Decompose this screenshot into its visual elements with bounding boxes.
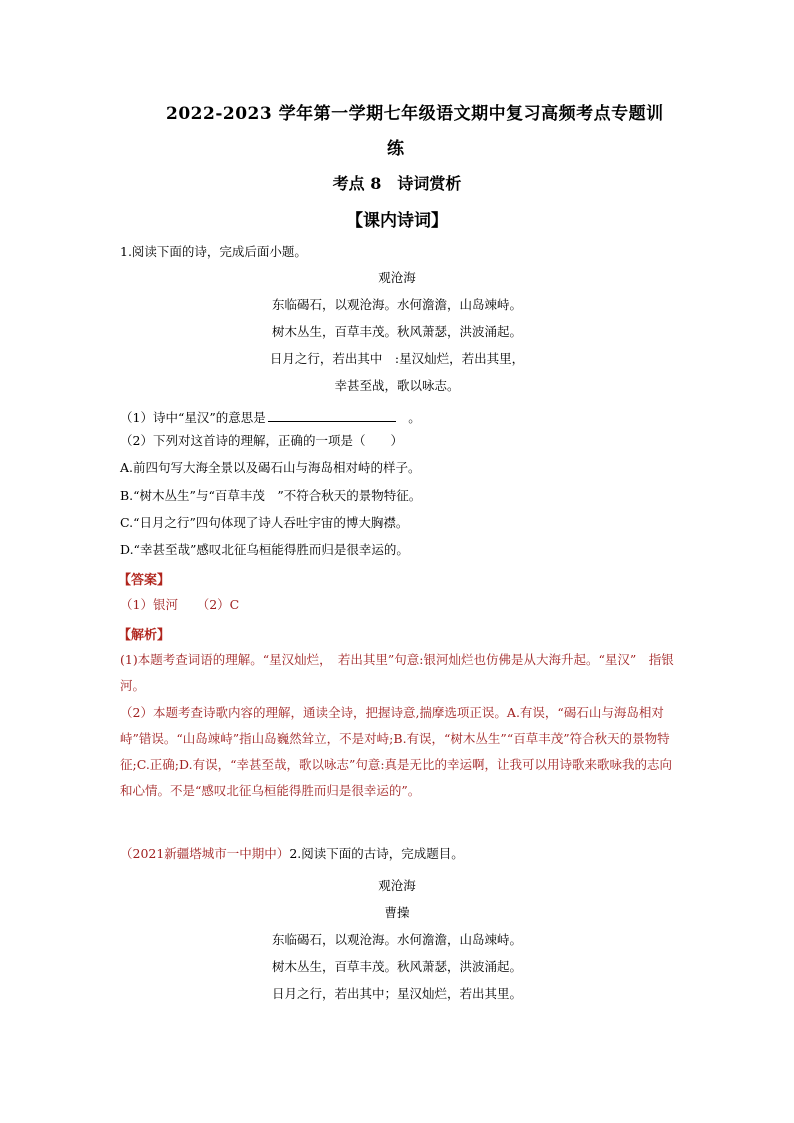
q1-prompt: 1.阅读下面的诗，完成后面小题。 — [120, 244, 307, 259]
q2-poem-line: 树木丛生，百草丰茂。秋风萧瑟，洪波涌起。 — [271, 959, 522, 974]
option-c: C.“日月之行”四句体现了诗人吞吐宇宙的博大胸襟。 — [120, 515, 409, 530]
section-heading: 【课内诗词】 — [346, 211, 448, 231]
q2-heading — [120, 846, 464, 862]
q2-poem-line: 日月之行，若出其中；星汉灿烂，若出其里。 — [271, 986, 522, 1001]
q2-poem-author: 曹操 — [384, 905, 410, 920]
q2-prompt: 2.阅读下面的古诗，完成题目。 — [289, 846, 464, 861]
doc-title-line1: 2022-2023 学年第一学期七年级语文期中复习高频考点专题训 — [166, 104, 664, 124]
q1-poem-line: 幸甚至战，歌以咏志。 — [334, 378, 460, 393]
q1-poem-line: 日月之行，若出其中 :星汉灿烂，若出其里， — [269, 351, 525, 366]
q1-poem-line: 树木丛生，百草丰茂。秋风萧瑟，洪波涌起。 — [271, 324, 522, 339]
q2-poem-line: 东临碣石，以观沧海。水何澹澹，山岛竦峙。 — [271, 932, 522, 947]
answer-text: （1）银河 （2）C — [120, 597, 240, 612]
answer-blank[interactable] — [268, 409, 396, 422]
q2-source: （2021新疆塔城市一中期中） — [120, 846, 290, 861]
topic-heading: 考点 8 诗词赏析 — [332, 174, 462, 193]
analysis-part2: （2）本题考查诗歌内容的理解，通读全诗，把握诗意,揣摩选项正误。A.有误，“碣石山与海岛相对峙”错误。“山岛竦峙”指山岛巍然耸立，不是对峙;B.有误，“树木丛生”“百草丰茂”符合秋天的景物特征;C.正确;D.有误，“幸甚至哉，歌以咏志”句意:真是无比的幸运啊，让我可以用诗歌来歌咏我的志向和心情。不是“感叹北征乌桓能得胜而归是很幸运的”。 — [120, 705, 673, 798]
q1-poem-line: 东临碣石，以观沧海。水何澹澹，山岛竦峙。 — [271, 297, 522, 312]
option-b: B.“树木丛生”与“百草丰茂 ”不符合秋天的景物特征。 — [120, 488, 422, 503]
q1-poem-title: 观沧海 — [378, 270, 416, 285]
option-d: D.“幸甚至哉”感叹北征乌桓能得胜而归是很幸运的。 — [120, 542, 409, 557]
answer-label: 【答案】 — [118, 573, 171, 588]
q1-sub1-prefix: （1）诗中“星汉”的意思是 — [120, 410, 266, 425]
q2-poem-title: 观沧海 — [378, 878, 416, 893]
analysis-label: 【解析】 — [118, 628, 171, 643]
q1-sub2: （2）下列对这首诗的理解，正确的一项是（ ） — [120, 433, 403, 448]
option-a: A.前四句写大海全景以及碣石山与海岛相对峙的样子。 — [120, 460, 421, 475]
doc-title-line2: 练 — [387, 139, 405, 159]
q1-sub1 — [120, 409, 421, 426]
analysis-part1: (1)本题考查词语的理解。“星汉灿烂， 若出其里”句意:银河灿烂也仿佛是从大海升起。“星汉” 指银河。 — [120, 652, 674, 693]
q1-sub1-suffix: 。 — [395, 410, 421, 425]
